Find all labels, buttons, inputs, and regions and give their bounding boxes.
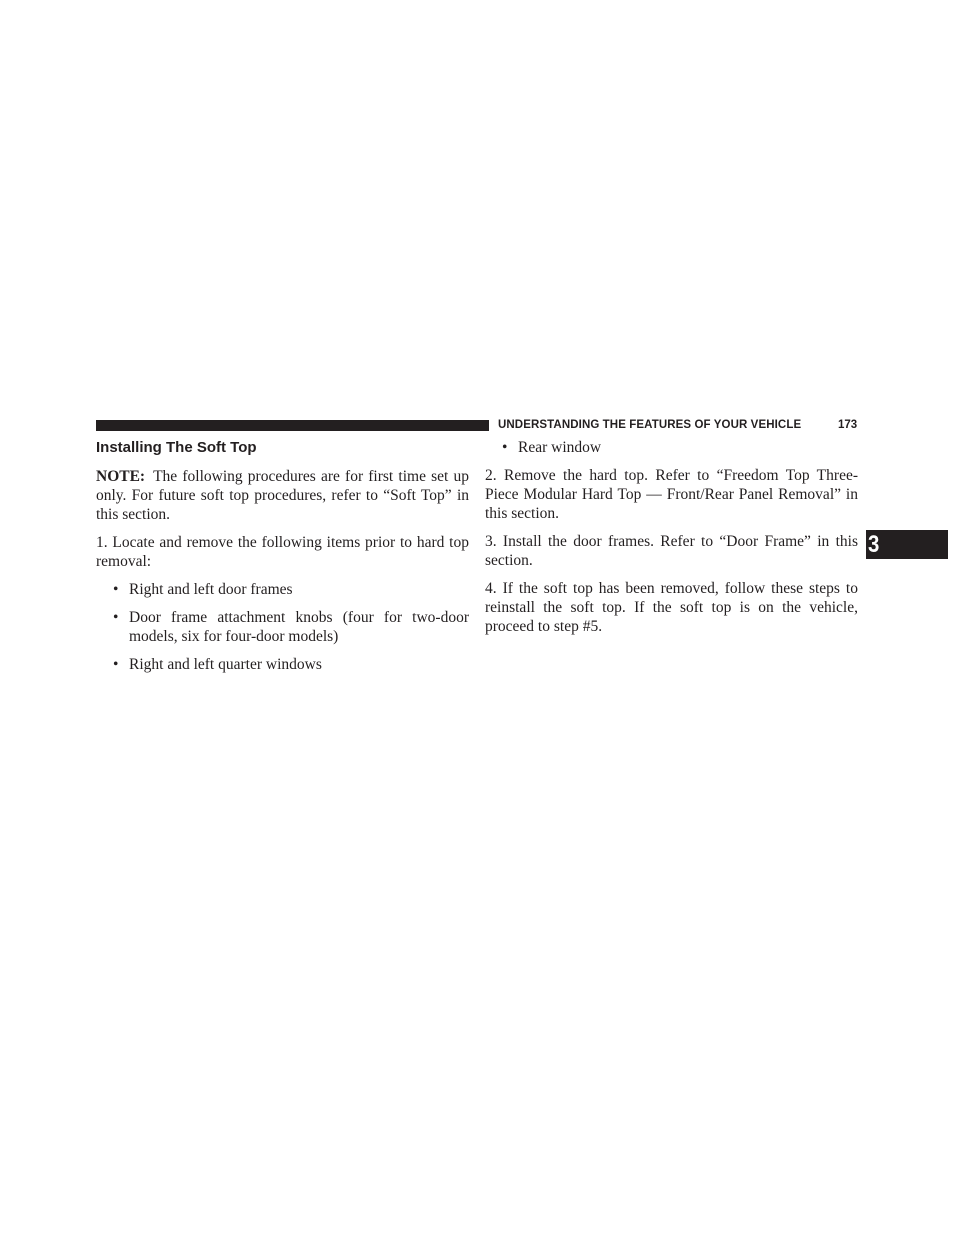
step-2: 2. Remove the hard top. Refer to “Freedom Top Three-Piece Modular Hard Top — Front/Rear Panel Removal” in this section. — [485, 467, 858, 522]
bullet-icon: • — [113, 656, 119, 673]
left-column — [96, 438, 469, 683]
list-item-text: Door frame attachment knobs (four for two-door models, six for four-door models) — [129, 609, 469, 645]
list-item-text: Right and left door frames — [129, 581, 293, 598]
right-column — [485, 438, 858, 645]
list-item-text: Rear window — [518, 439, 602, 456]
list-item — [96, 608, 469, 646]
note-text: The following procedures are for first time set up only. For future soft top procedures, refer to “Soft Top” in this section. — [96, 468, 469, 523]
header-rule — [96, 420, 489, 431]
list-item — [96, 580, 469, 599]
removal-items-list — [96, 580, 469, 674]
page-number: 173 — [838, 419, 858, 431]
chapter-tab-number: 3 — [868, 531, 880, 558]
list-item — [96, 655, 469, 674]
bullet-icon: • — [502, 439, 508, 456]
bullet-icon: • — [113, 609, 119, 626]
list-item — [485, 438, 858, 457]
note-paragraph — [96, 467, 469, 524]
bullet-icon: • — [113, 581, 119, 598]
step-4: 4. If the soft top has been removed, follow these steps to reinstall the soft top. If the soft top is on the vehicle, proceed to step #5. — [485, 580, 858, 635]
removal-items-list-continued — [485, 438, 858, 457]
note-label: NOTE: — [96, 468, 146, 485]
running-header: UNDERSTANDING THE FEATURES OF YOUR VEHICLE — [498, 419, 802, 431]
step-3: 3. Install the door frames. Refer to “Door Frame” in this section. — [485, 533, 858, 569]
list-item-text: Right and left quarter windows — [129, 656, 322, 673]
section-title: Installing The Soft Top — [96, 439, 257, 456]
step-1: 1. Locate and remove the following items prior to hard top removal: — [96, 534, 469, 570]
